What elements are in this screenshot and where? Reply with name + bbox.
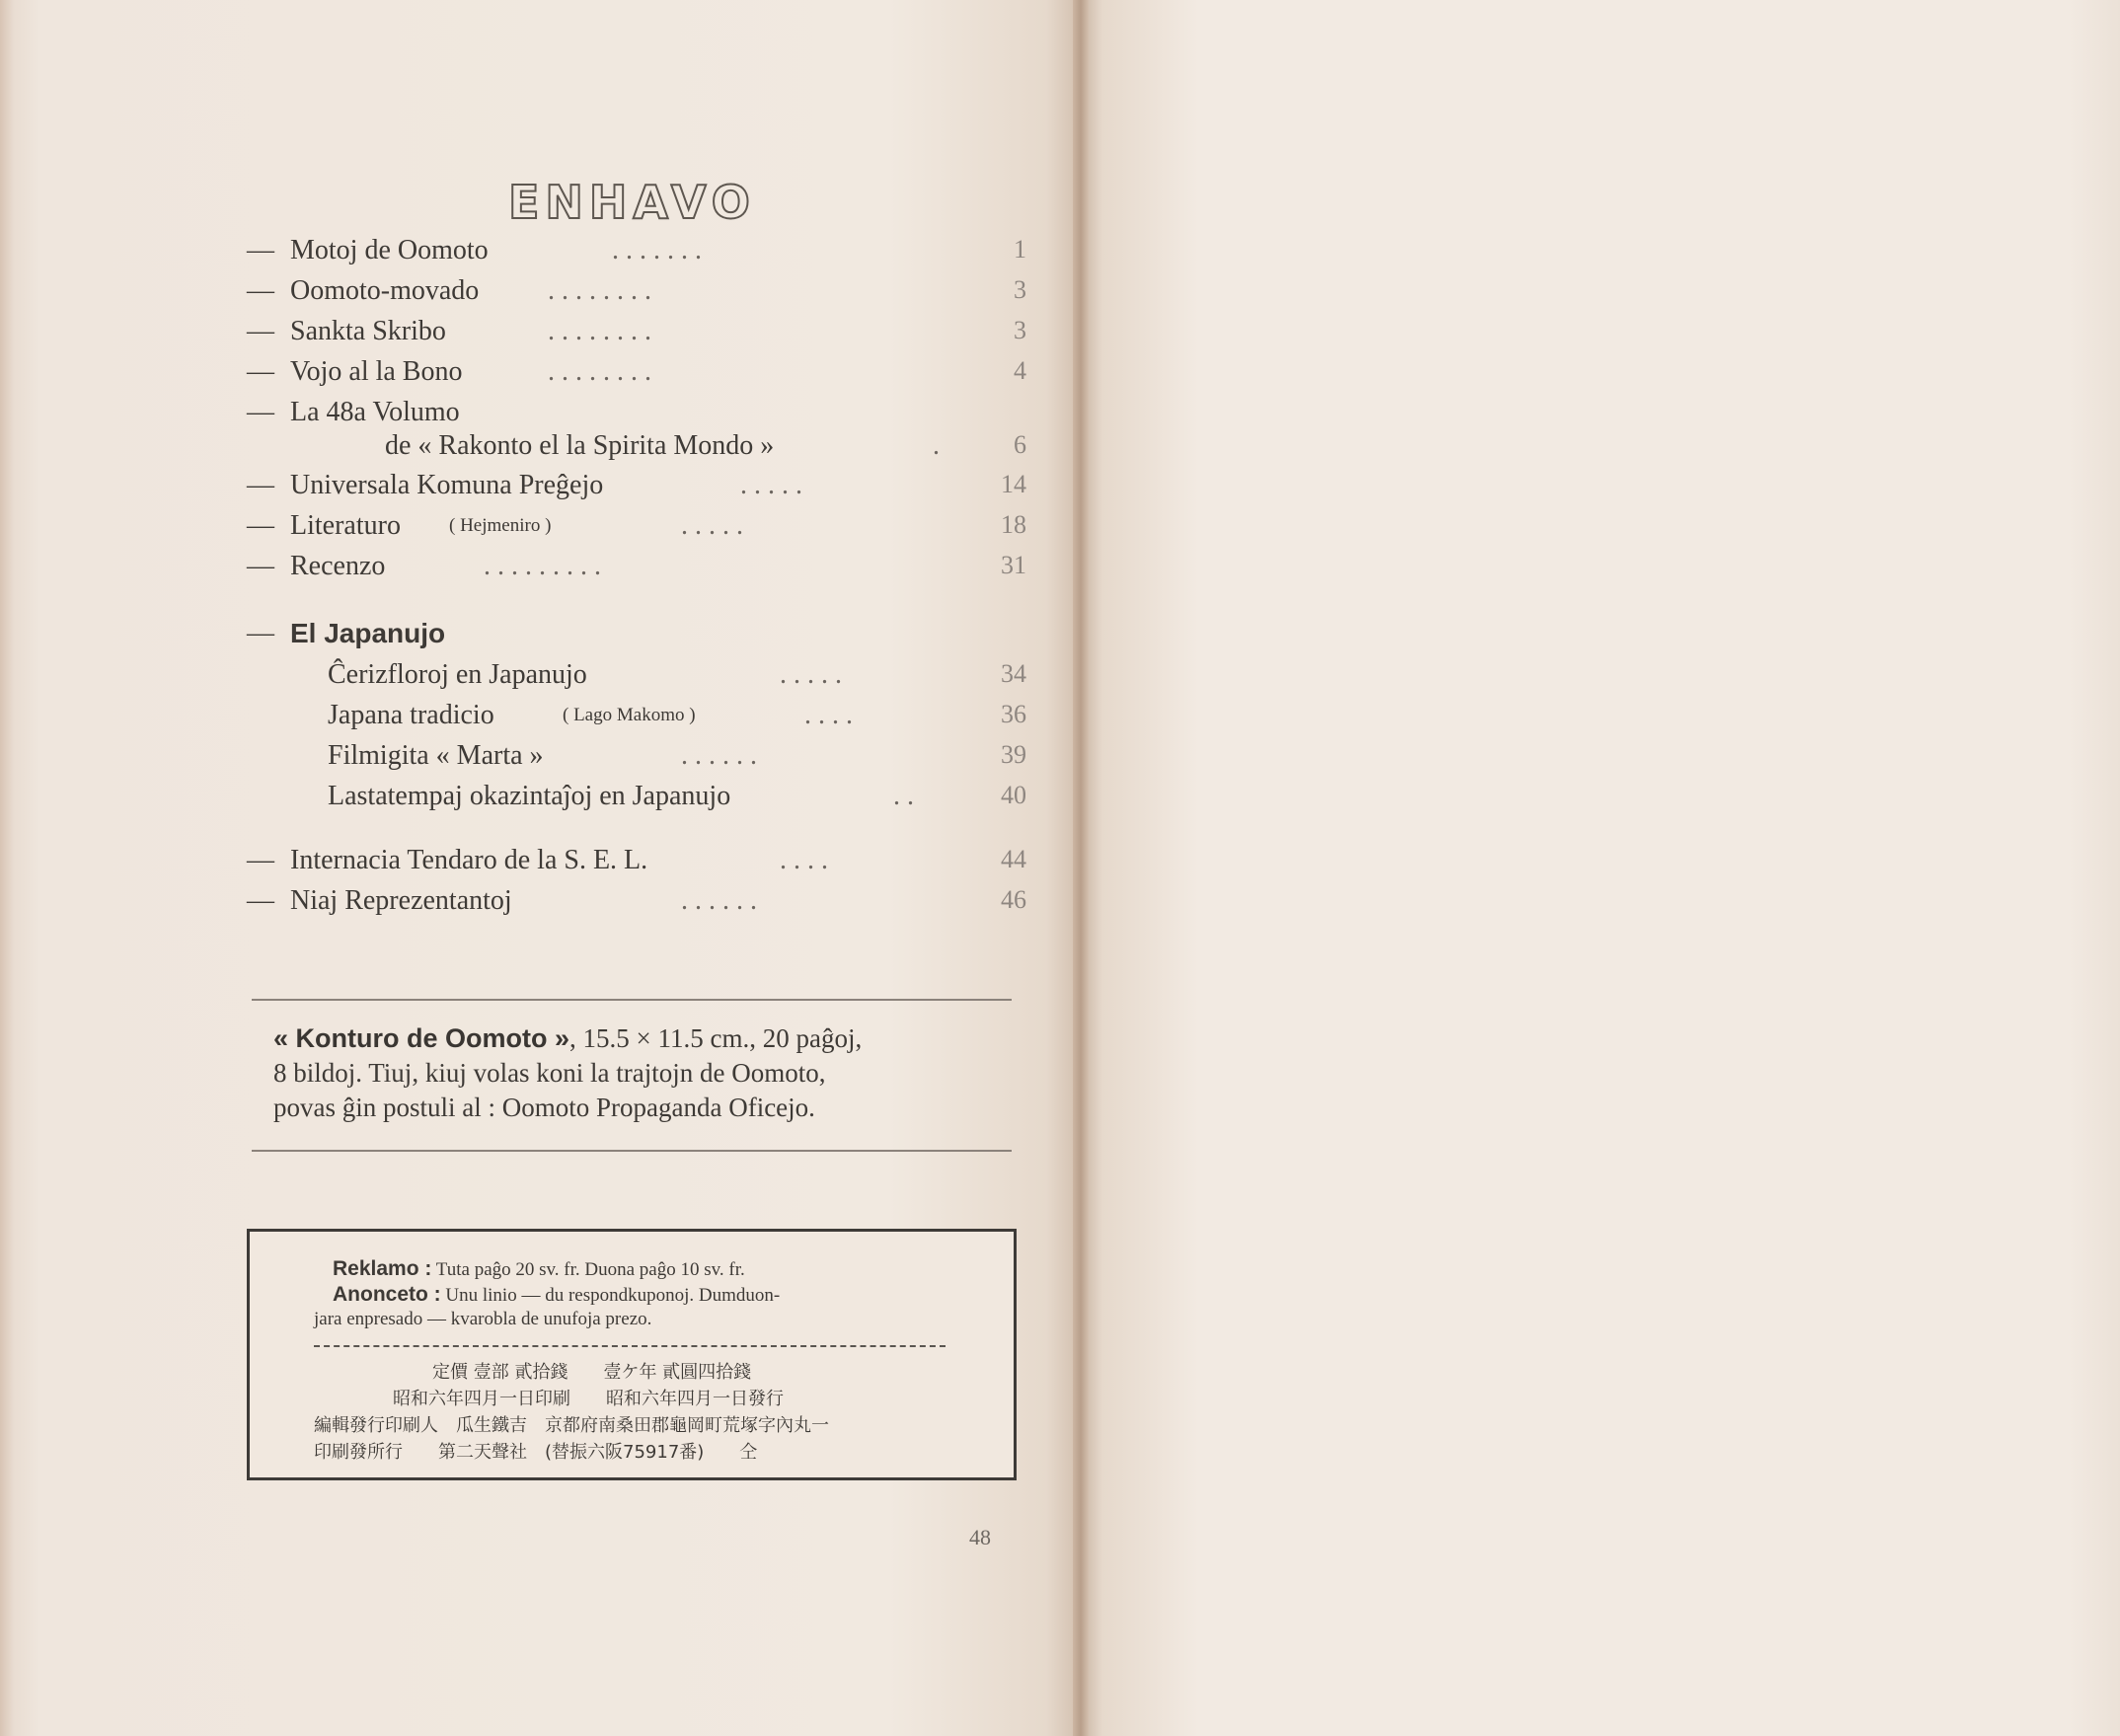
reklamo-label: Reklamo : — [333, 1257, 432, 1280]
toc-leader-dots: . . . . . . — [681, 740, 757, 771]
toc-entry — [247, 235, 1026, 274]
toc-dash: — — [247, 618, 274, 648]
notice-line-2: 8 bildoj. Tiuj, kiuj volas koni la trajtojn de Oomoto, — [273, 1058, 826, 1088]
toc-entry-title: Recenzo — [290, 551, 386, 581]
toc-entry — [247, 885, 1026, 925]
toc-page-number: 31 — [1001, 551, 1026, 579]
toc-dash: — — [247, 235, 274, 265]
toc-page-number: 36 — [1001, 700, 1026, 728]
colophon-printer: 印刷發所行 第二天聲社 (替振六阪75917番) 仝 — [314, 1442, 758, 1463]
toc-entry — [247, 316, 1026, 355]
toc-entry-title: Ĉerizfloroj en Japanujo — [328, 659, 587, 690]
toc-dash: — — [247, 397, 274, 427]
toc-page-number: 3 — [1014, 316, 1026, 344]
toc-entry — [247, 430, 1026, 470]
dashed-separator — [314, 1345, 946, 1347]
anonceto-text: Unu linio — du respondkuponoj. Dumduon- — [445, 1285, 781, 1306]
anonceto-label: Anonceto : — [333, 1283, 441, 1306]
colophon-editor: 編輯發行印刷人 瓜生鐵吉 京都府南桑田郡龜岡町荒塚字內丸一 — [314, 1415, 829, 1436]
page-number: 48 — [969, 1525, 991, 1549]
toc-entry-note: ( Hejmeniro ) — [449, 515, 552, 536]
toc-title: ENHAVO — [508, 176, 756, 229]
toc-entry-title: Sankta Skribo — [290, 316, 446, 346]
toc-page-number: 39 — [1001, 740, 1026, 769]
toc-leader-dots: . . . . . . . . . — [484, 551, 601, 581]
toc-leader-dots: . . . . . — [740, 470, 802, 500]
toc-page-number: 1 — [1014, 235, 1026, 264]
toc-entry — [247, 275, 1026, 315]
anonceto-line-2: jara enpresado — kvarobla de unufoja prezo. — [314, 1309, 652, 1329]
toc-leader-dots: . — [933, 430, 940, 461]
notice-line — [273, 1021, 1014, 1056]
toc-page-number: 40 — [1001, 781, 1026, 809]
divider-top — [252, 999, 1012, 1001]
toc-entry-title: Lastatempaj okazintaĵoj en Japanujo — [328, 781, 731, 811]
toc-entry-title: Literaturo — [290, 510, 401, 541]
toc-entry — [247, 781, 1026, 820]
toc-leader-dots: . . . . . . . — [612, 235, 702, 265]
toc-dash: — — [247, 551, 274, 581]
toc-page-number: 3 — [1014, 275, 1026, 304]
toc-entry-title: Internacia Tendaro de la S. E. L. — [290, 845, 648, 875]
toc-leader-dots: . . . . . . . . — [548, 275, 651, 306]
toc-leader-dots: . . . . — [780, 845, 828, 875]
notice-paragraph — [273, 1021, 1014, 1125]
toc-dash: — — [247, 470, 274, 500]
colophon-price: 定價 壹部 貳拾錢 壹ケ年 貳圓四拾錢 — [432, 1362, 752, 1383]
toc-leader-dots: . . — [893, 781, 914, 811]
toc-page-number: 18 — [1001, 510, 1026, 539]
divider-bottom — [252, 1150, 1012, 1152]
toc-entry-title: de « Rakonto el la Spirita Mondo » — [385, 430, 775, 461]
toc-page-number: 4 — [1014, 356, 1026, 385]
toc-leader-dots: . . . . . . . . — [548, 356, 651, 387]
right-page — [1081, 0, 2120, 1736]
toc-entry — [247, 740, 1026, 780]
toc-entry-title: Oomoto-movado — [290, 275, 480, 306]
toc-entry-title: Niaj Reprezentantoj — [290, 885, 512, 916]
toc-page-number: 6 — [1014, 430, 1026, 459]
toc-entry-title: Motoj de Oomoto — [290, 235, 489, 265]
toc-entry-title: Japana tradicio — [328, 700, 494, 730]
toc-entry-title: Vojo al la Bono — [290, 356, 463, 387]
book-spine — [1073, 0, 1089, 1736]
toc-leader-dots: . . . . — [804, 700, 853, 730]
toc-dash: — — [247, 316, 274, 346]
toc-leader-dots: . . . . . . — [681, 885, 757, 916]
toc-section — [247, 618, 1026, 657]
toc-leader-dots: . . . . . — [780, 659, 842, 690]
toc-entry — [247, 470, 1026, 509]
toc-entry — [247, 845, 1026, 884]
toc-page-number: 34 — [1001, 659, 1026, 688]
notice-line-3: povas ĝin postuli al : Oomoto Propaganda Oficejo. — [273, 1093, 815, 1122]
toc-section-title: El Japanujo — [290, 618, 446, 648]
toc-page-number: 46 — [1001, 885, 1026, 914]
toc-entry-title: Universala Komuna Preĝejo — [290, 470, 604, 500]
toc-entry — [247, 551, 1026, 590]
toc-dash: — — [247, 275, 274, 306]
toc-page-number: 14 — [1001, 470, 1026, 498]
toc-entry-title: La 48a Volumo — [290, 397, 460, 427]
toc-entry — [247, 356, 1026, 396]
toc-dash: — — [247, 885, 274, 916]
reklamo-text: Tuta paĝo 20 sv. fr. Duona paĝo 10 sv. fr. — [435, 1259, 745, 1280]
anonceto-line — [333, 1283, 780, 1307]
toc-entry-title: Filmigita « Marta » — [328, 740, 544, 771]
colophon-box — [247, 1229, 1017, 1480]
toc-entry — [247, 510, 1026, 550]
notice-title: « Konturo de Oomoto » — [273, 1023, 569, 1053]
notice-line-1: , 15.5 × 11.5 cm., 20 paĝoj, — [569, 1023, 863, 1053]
toc-leader-dots: . . . . . . . . — [548, 316, 651, 346]
toc-dash: — — [247, 510, 274, 541]
colophon-dates: 昭和六年四月一日印刷 昭和六年四月一日發行 — [393, 1389, 784, 1409]
toc-leader-dots: . . . . . — [681, 510, 743, 541]
toc-entry — [247, 659, 1026, 699]
reklamo-line — [333, 1257, 745, 1281]
toc-entry-note: ( Lago Makomo ) — [563, 705, 696, 725]
toc-entry — [247, 700, 1026, 739]
toc-page-number: 44 — [1001, 845, 1026, 873]
toc-dash: — — [247, 356, 274, 387]
toc-dash: — — [247, 845, 274, 875]
